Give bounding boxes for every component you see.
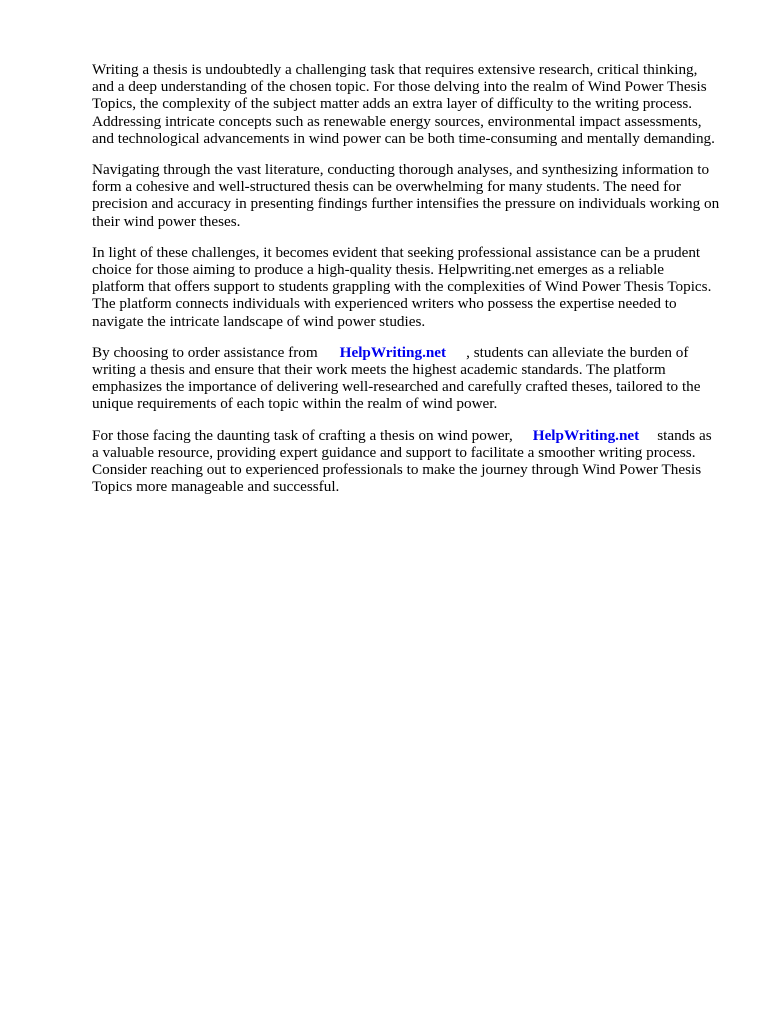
- paragraph-5-lead-text: For those facing the daunting task of crafting a thesis on wind power,: [92, 426, 513, 444]
- paragraph-1: Writing a thesis is undoubtedly a challenging task that requires extensive research, critical thinking, and a deep understanding of the chosen topic. For those delving into the realm of Wind Power Thesis Topics, the complexity of the subject matter adds an extra layer of difficulty to the writing process. Addressing intricate concepts such as renewable energy sources, environmental impact assessments, and technological advancements in wind power can be both time-consuming and mentally demanding.: [92, 61, 715, 147]
- document-body: [92, 61, 720, 509]
- paragraph-4-lead-text: By choosing to order assistance from: [92, 343, 318, 361]
- paragraph-4: [92, 344, 720, 413]
- paragraph-5-trailing-text: stands as a valuable resource, providing expert guidance and support to facilitate a smoother writing process. Consider reaching out to experienced professionals to make the journey through Wind Power Thesis Topics more manageable and successful.: [92, 426, 712, 496]
- paragraph-5: [92, 427, 720, 496]
- paragraph-3: In light of these challenges, it becomes evident that seeking professional assistance can be a prudent choice for those aiming to produce a high-quality thesis. Helpwriting.net emerges as a reliable platform that offers support to students grappling with the complexities of Wind Power Thesis Topics. The platform connects individuals with experienced writers who possess the expertise needed to navigate the intricate landscape of wind power studies.: [92, 243, 712, 330]
- helpwriting-link[interactable]: HelpWriting.net: [339, 343, 447, 361]
- paragraph-4-trailing-text: , students can alleviate the burden of writing a thesis and ensure that their work meets the highest academic standards. The platform emphasizes the importance of delivering well-researched and carefully crafted theses, tailored to the unique requirements of each topic within the realm of wind power.: [92, 343, 701, 413]
- paragraph-2: Navigating through the vast literature, conducting thorough analyses, and synthesizing information to form a cohesive and well-structured thesis can be overwhelming for many students. The need for precision and accuracy in presenting findings further intensifies the pressure on individuals working on their wind power theses.: [92, 161, 720, 230]
- helpwriting-link-2[interactable]: HelpWriting.net: [532, 426, 640, 444]
